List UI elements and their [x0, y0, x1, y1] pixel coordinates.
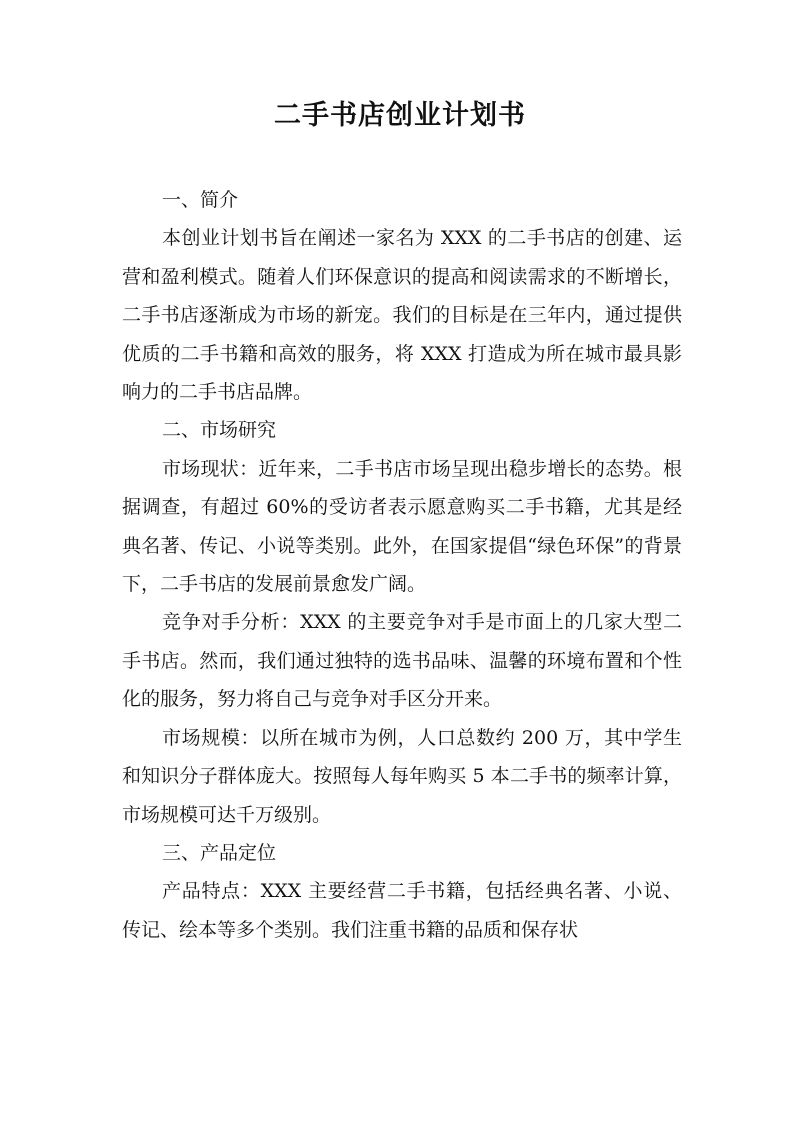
- document-body: [122, 181, 682, 949]
- paragraph: 市场规模：以所在城市为例，人口总数约 200 万，其中学生和知识分子群体庞大。按照每人每年购买 5 本二手书的频率计算，市场规模可达千万级别。: [122, 726, 682, 826]
- document-title: 二手书店创业计划书: [274, 100, 526, 131]
- section-introduction: [122, 181, 682, 411]
- paragraph: 本创业计划书旨在阐述一家名为 XXX 的二手书店的创建、运营和盈利模式。随着人们环保意识的提高和阅读需求的不断增长，二手书店逐渐成为市场的新宠。我们的目标是在三年内，通过提供优质的二手书籍和高效的服务，将 XXX 打造成为所在城市最具影响力的二手书店品牌。: [122, 227, 682, 404]
- section-heading: 二、市场研究: [162, 419, 277, 442]
- paragraph: 产品特点：XXX 主要经营二手书籍，包括经典名著、小说、传记、绘本等多个类别。我们注重书籍的品质和保存状: [122, 880, 682, 941]
- section-market-research: [122, 411, 682, 833]
- paragraph: 市场现状：近年来，二手书店市场呈现出稳步增长的态势。根据调查，有超过 60%的受访者表示愿意购买二手书籍，尤其是经典名著、传记、小说等类别。此外，在国家提倡“绿色环保”的背景下，二手书店的发展前景愈发广阔。: [122, 457, 682, 596]
- section-product-positioning: [122, 834, 682, 949]
- section-heading: 三、产品定位: [162, 841, 277, 864]
- paragraph: 竞争对手分析：XXX 的主要竞争对手是市面上的几家大型二手书店。然而，我们通过独特的选书品味、温馨的环境布置和个性化的服务，努力将自己与竞争对手区分开来。: [122, 611, 682, 711]
- section-heading: 一、简介: [162, 189, 239, 211]
